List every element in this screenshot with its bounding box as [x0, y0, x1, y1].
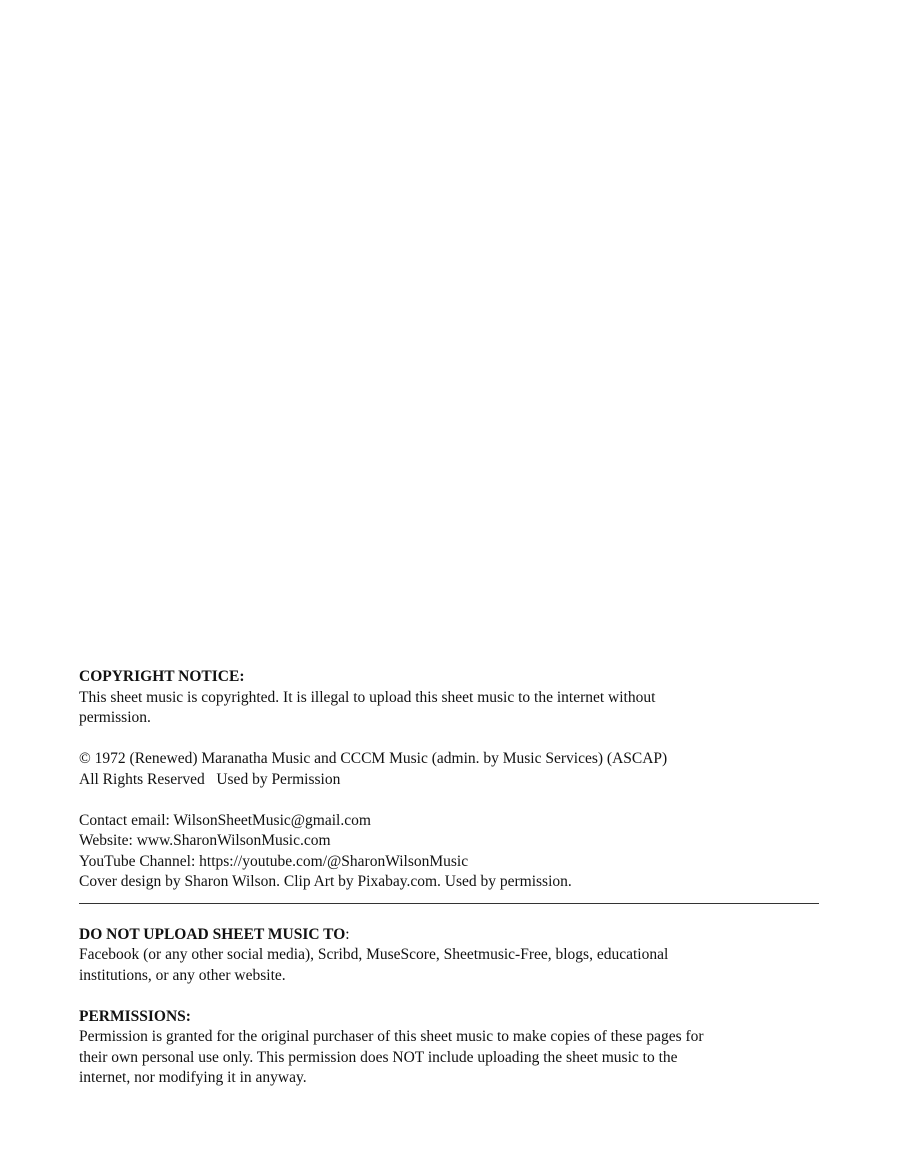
rights-line: All Rights Reserved Used by Permission — [79, 770, 341, 788]
rights-block — [79, 749, 819, 790]
do-not-upload-block — [79, 925, 819, 987]
spacer — [79, 729, 819, 750]
copyright-notice-block — [79, 667, 819, 729]
copyright-notice-line: This sheet music is copyrighted. It is illegal to upload this sheet music to the internet without — [79, 688, 656, 706]
permissions-line: Permission is granted for the original purchaser of this sheet music to make copies of these pages for — [79, 1028, 704, 1045]
spacer — [79, 986, 819, 1007]
youtube-channel-line: YouTube Channel: https://youtube.com/@SharonWilsonMusic — [79, 852, 469, 870]
contact-block — [79, 811, 819, 893]
notice-section — [79, 667, 819, 1089]
copyright-notice-heading: COPYRIGHT NOTICE: — [79, 668, 245, 685]
do-not-upload-line: Facebook (or any other social media), Scribd, MuseScore, Sheetmusic-Free, blogs, educational — [79, 946, 669, 963]
permissions-heading: PERMISSIONS: — [79, 1007, 191, 1025]
website-line: Website: www.SharonWilsonMusic.com — [79, 832, 331, 849]
horizontal-divider — [79, 903, 819, 904]
do-not-upload-line: institutions, or any other website. — [79, 966, 286, 984]
cover-design-line: Cover design by Sharon Wilson. Clip Art by Pixabay.com. Used by permission. — [79, 873, 572, 890]
spacer — [79, 790, 819, 811]
contact-email-line: Contact email: WilsonSheetMusic@gmail.com — [79, 811, 371, 829]
rights-line: © 1972 (Renewed) Maranatha Music and CCCM Music (admin. by Music Services) (ASCAP) — [79, 750, 668, 767]
do-not-upload-heading-colon: : — [345, 925, 350, 943]
do-not-upload-heading: DO NOT UPLOAD SHEET MUSIC TO — [79, 925, 346, 943]
copyright-notice-line: permission. — [79, 709, 151, 726]
permissions-line: their own personal use only. This permission does NOT include uploading the sheet music to the — [79, 1048, 678, 1066]
permissions-block — [79, 1007, 819, 1089]
do-not-upload-heading-row — [79, 925, 819, 946]
permissions-line: internet, nor modifying it in anyway. — [79, 1069, 307, 1086]
